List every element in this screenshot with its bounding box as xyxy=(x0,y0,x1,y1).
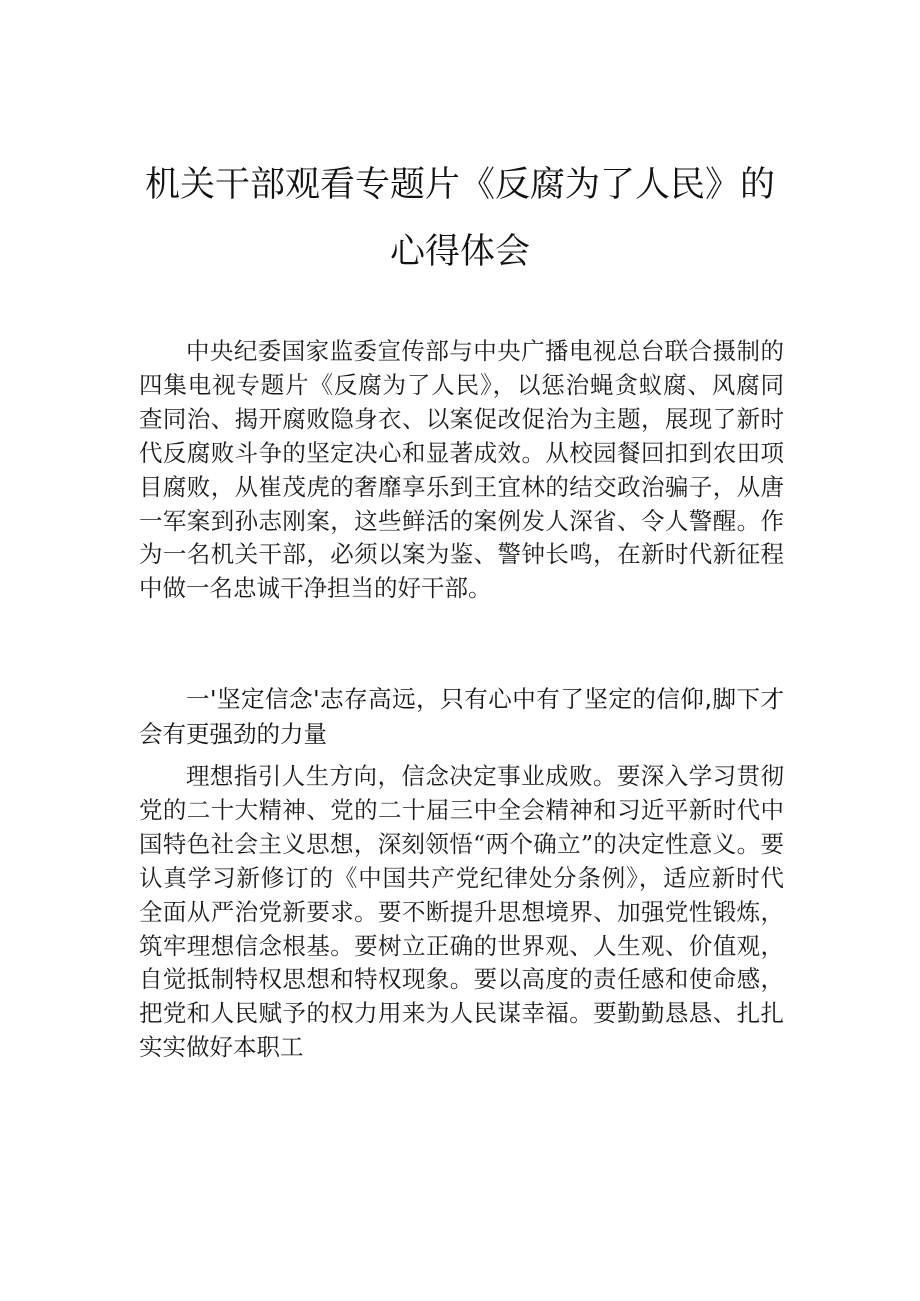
section-heading-1: 一'坚定信念'志存高远，只有心中有了坚定的信仰,脚下才会有更强劲的力量 xyxy=(139,685,784,748)
body-paragraph-2: 理想指引人生方向，信念决定事业成败。要深入学习贯彻党的二十大精神、党的二十届三中全会精神和习近平新时代中国特色社会主义思想，深刻领悟“两个确立”的决定性意义。要认真学习新修订的《中国共产党纪律处分条例》，适应新时代全面从严治党新要求。要不断提升思想境界、加强党性锻炼，筑牢理想信念根基。要树立正确的世界观、人生观、价值观，自觉抵制特权思想和特权现象。要以高度的责任感和使命感，把党和人民赋予的权力用来为人民谋幸福。要勤勤恳恳、扎扎实实做好本职工 xyxy=(139,762,784,1062)
body-paragraph-1: 中央纪委国家监委宣传部与中央广播电视总台联合摄制的四集电视专题片《反腐为了人民》，以惩治蝇贪蚁腐、风腐同查同治、揭开腐败隐身衣、以案促改促治为主题，展现了新时代反腐败斗争的坚定决心和显著成效。从校园餐回扣到农田项目腐败，从崔茂虎的奢靡享乐到王宜林的结交政治骗子，从唐一军案到孙志刚案，这些鲜活的案例发人深省、令人警醒。作为一名机关干部，必须以案为鉴、警钟长鸣，在新时代新征程中做一名忠诚干净担当的好干部。 xyxy=(139,337,784,603)
document-title-line-2: 心得体会 xyxy=(389,232,530,272)
document-title-line-1: 机关干部观看专题片《反腐为了人民》的 xyxy=(144,165,775,205)
